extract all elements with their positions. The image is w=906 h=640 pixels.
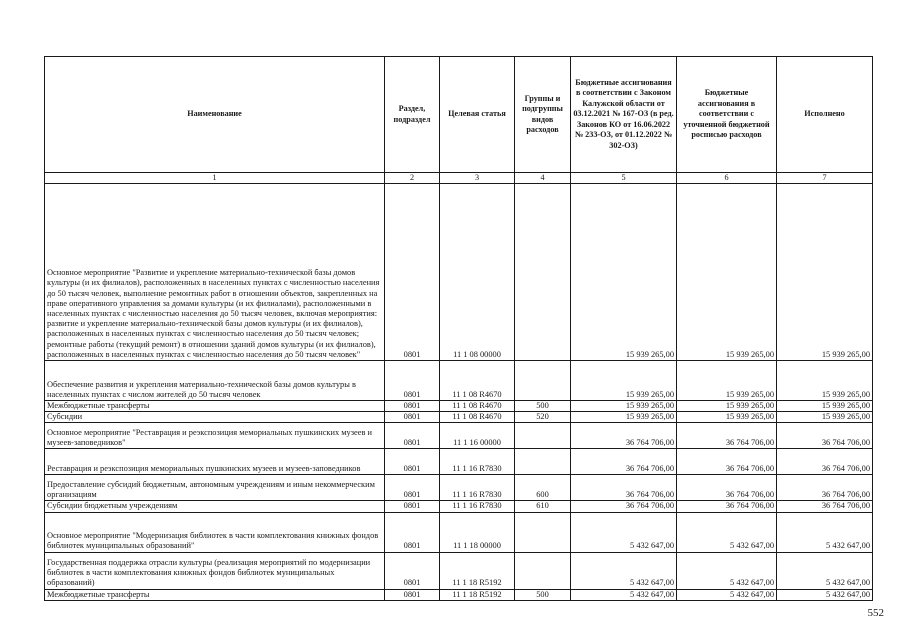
row-target: 11 1 16 R7830 [440, 501, 515, 512]
row-name: Государственная поддержка отрасли культуры (реализация мероприятий по модернизации библиотек в части комплектования книжных фондов библиотек муниципальных образований) [45, 552, 385, 589]
header-row [45, 57, 873, 173]
row-target: 11 1 18 R5192 [440, 552, 515, 589]
row-group: 600 [515, 475, 571, 501]
table-row [45, 475, 873, 501]
row-section: 0801 [385, 401, 440, 412]
row-group: 500 [515, 401, 571, 412]
row-executed: 15 939 265,00 [777, 401, 873, 412]
row-name: Субсидии бюджетным учреждениям [45, 501, 385, 512]
row-section: 0801 [385, 423, 440, 449]
row-group [515, 184, 571, 361]
row-target: 11 1 16 00000 [440, 423, 515, 449]
table-row [45, 552, 873, 589]
column-number: 2 [385, 173, 440, 184]
table-row [45, 589, 873, 600]
row-name: Предоставление субсидий бюджетным, автономным учреждениям и иным некоммерческим организациям [45, 475, 385, 501]
row-section: 0801 [385, 361, 440, 401]
row-law: 5 432 647,00 [571, 512, 677, 552]
column-number: 4 [515, 173, 571, 184]
row-section: 0801 [385, 512, 440, 552]
table-row [45, 501, 873, 512]
header-section: Раздел, подраздел [385, 57, 440, 173]
row-refined: 15 939 265,00 [677, 184, 777, 361]
row-section: 0801 [385, 552, 440, 589]
table-row [45, 361, 873, 401]
row-group [515, 423, 571, 449]
row-executed: 5 432 647,00 [777, 552, 873, 589]
row-name: Межбюджетные трансферты [45, 589, 385, 600]
row-target: 11 1 18 R5192 [440, 589, 515, 600]
row-executed: 5 432 647,00 [777, 589, 873, 600]
header-target: Целевая статья [440, 57, 515, 173]
row-law: 36 764 706,00 [571, 501, 677, 512]
page-number: 552 [867, 607, 884, 619]
table-row [45, 184, 873, 361]
header-executed: Исполнено [777, 57, 873, 173]
row-law: 15 939 265,00 [571, 412, 677, 423]
row-group [515, 449, 571, 475]
row-section: 0801 [385, 412, 440, 423]
row-executed: 36 764 706,00 [777, 501, 873, 512]
table-row [45, 449, 873, 475]
row-target: 11 1 08 00000 [440, 184, 515, 361]
row-law: 15 939 265,00 [571, 361, 677, 401]
row-group: 610 [515, 501, 571, 512]
row-refined: 36 764 706,00 [677, 475, 777, 501]
row-law: 5 432 647,00 [571, 552, 677, 589]
row-section: 0801 [385, 475, 440, 501]
row-name: Основное мероприятие "Модернизация библиотек в части комплектования книжных фондов библиотек муниципальных образований" [45, 512, 385, 552]
row-law: 5 432 647,00 [571, 589, 677, 600]
row-refined: 15 939 265,00 [677, 401, 777, 412]
row-refined: 36 764 706,00 [677, 501, 777, 512]
row-name: Субсидии [45, 412, 385, 423]
row-group: 500 [515, 589, 571, 600]
row-section: 0801 [385, 589, 440, 600]
column-number: 3 [440, 173, 515, 184]
row-group: 520 [515, 412, 571, 423]
row-executed: 15 939 265,00 [777, 361, 873, 401]
row-name: Основное мероприятие "Развитие и укрепление материально-технической базы домов культуры (и их филиалов), расположенных в населенных пунктах с численностью населения до 50 тысяч человек, выполнение ремонтных работ в отношении объектов, закрепленных на праве оперативного управления за домами культуры (и их филиалами), расположенными в населенных пунктах с численностью населения до 50 тысяч человек, включая мероприятия: развитие и укрепление материально-технической базы домов культуры (и их филиалов), расположенных в населенных пунктах с численностью населения до 50 тысяч человек; ремонтные работы (текущий ремонт) в отношении зданий домов культуры (и их филиалов), расположенных в населенных пунктах с численностью населения до 50 тысяч человек" [45, 184, 385, 361]
row-target: 11 1 16 R7830 [440, 449, 515, 475]
row-executed: 5 432 647,00 [777, 512, 873, 552]
table-row [45, 423, 873, 449]
column-number-row [45, 173, 873, 184]
row-name: Реставрация и реэкспозиция мемориальных пушкинских музеев и музеев-заповедников [45, 449, 385, 475]
row-group [515, 552, 571, 589]
column-number: 6 [677, 173, 777, 184]
row-law: 36 764 706,00 [571, 475, 677, 501]
row-section: 0801 [385, 449, 440, 475]
table-row [45, 512, 873, 552]
header-budget-law: Бюджетные ассигнования в соответствии с Законом Калужской области от 03.12.2021 № 167-ОЗ (в ред. Законов КО от 16.06.2022 № 233-ОЗ, от 01.12.2022 № 302-ОЗ) [571, 57, 677, 173]
row-target: 11 1 18 00000 [440, 512, 515, 552]
row-group [515, 361, 571, 401]
row-law: 36 764 706,00 [571, 449, 677, 475]
row-refined: 5 432 647,00 [677, 589, 777, 600]
row-refined: 15 939 265,00 [677, 412, 777, 423]
row-executed: 36 764 706,00 [777, 423, 873, 449]
row-law: 15 939 265,00 [571, 401, 677, 412]
row-section: 0801 [385, 501, 440, 512]
row-law: 36 764 706,00 [571, 423, 677, 449]
row-refined: 5 432 647,00 [677, 552, 777, 589]
row-target: 11 1 08 R4670 [440, 361, 515, 401]
row-group [515, 512, 571, 552]
budget-table [44, 56, 873, 601]
column-number: 5 [571, 173, 677, 184]
table-row [45, 412, 873, 423]
header-budget-refined: Бюджетные ассигнования в соответствии с уточненной бюджетной росписью расходов [677, 57, 777, 173]
row-target: 11 1 08 R4670 [440, 412, 515, 423]
row-target: 11 1 16 R7830 [440, 475, 515, 501]
row-target: 11 1 08 R4670 [440, 401, 515, 412]
column-number: 7 [777, 173, 873, 184]
row-executed: 15 939 265,00 [777, 184, 873, 361]
row-law: 15 939 265,00 [571, 184, 677, 361]
row-refined: 36 764 706,00 [677, 423, 777, 449]
row-name: Основное мероприятие "Реставрация и реэкспозиция мемориальных пушкинских музеев и музеев-заповедников" [45, 423, 385, 449]
row-section: 0801 [385, 184, 440, 361]
row-refined: 5 432 647,00 [677, 512, 777, 552]
row-name: Межбюджетные трансферты [45, 401, 385, 412]
row-executed: 15 939 265,00 [777, 412, 873, 423]
column-number: 1 [45, 173, 385, 184]
row-refined: 36 764 706,00 [677, 449, 777, 475]
header-groups: Группы и подгруппы видов расходов [515, 57, 571, 173]
header-name: Наименование [45, 57, 385, 173]
row-name: Обеспечение развития и укрепления материально-технической базы домов культуры в населенных пунктах с числом жителей до 50 тысяч человек [45, 361, 385, 401]
table-row [45, 401, 873, 412]
row-refined: 15 939 265,00 [677, 361, 777, 401]
row-executed: 36 764 706,00 [777, 449, 873, 475]
row-executed: 36 764 706,00 [777, 475, 873, 501]
